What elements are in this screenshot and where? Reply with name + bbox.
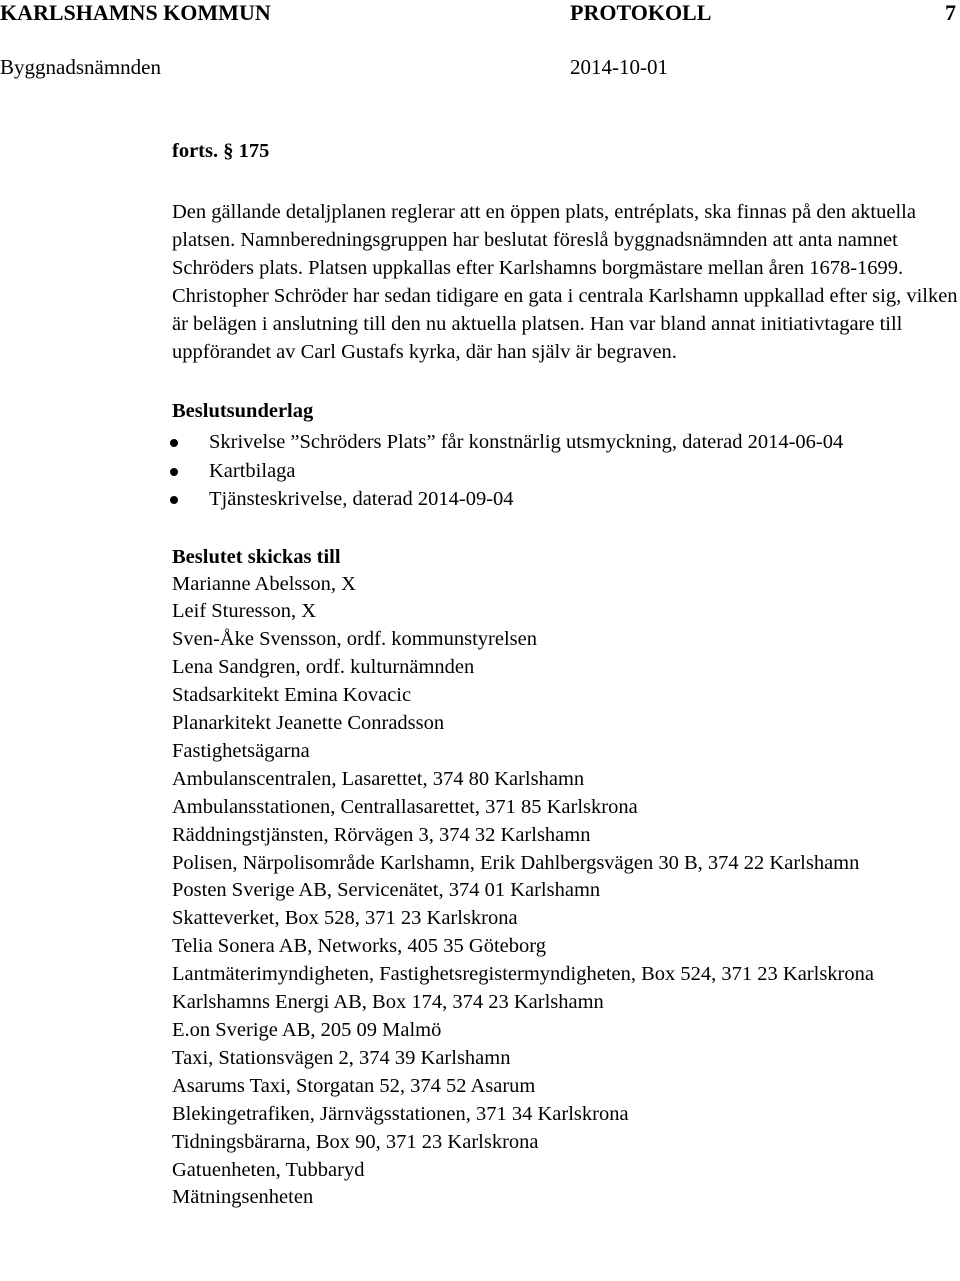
recipient-item: Mätningsenheten: [172, 1186, 314, 1209]
list-item: [172, 457, 958, 486]
recipient-item: Telia Sonera AB, Networks, 405 35 Göteborg: [172, 935, 546, 958]
page-number: 7: [945, 0, 956, 25]
document-type: PROTOKOLL: [570, 0, 712, 25]
beslutsunderlag-list: [172, 428, 958, 514]
recipient-item: Ambulanscentralen, Lasarettet, 374 80 Karlshamn: [172, 767, 585, 790]
recipient-item: Gatuenheten, Tubbaryd: [172, 1158, 365, 1181]
recipients-list: [172, 571, 958, 1213]
recipients-heading: Beslutet skickas till: [172, 545, 341, 568]
section-continued-label: forts. § 175: [172, 140, 270, 162]
recipient-item: Lena Sandgren, ordf. kulturnämnden: [172, 656, 475, 679]
document-body: [172, 137, 958, 1212]
recipient-item: Lantmäterimyndigheten, Fastighetsregistermyndigheten, Box 524, 371 23 Karlskrona: [172, 963, 874, 986]
recipient-item: Polisen, Närpolisområde Karlshamn, Erik Dahlbergsvägen 30 B, 374 22 Karlshamn: [172, 851, 860, 874]
organization-name: KARLSHAMNS KOMMUN: [0, 0, 271, 25]
recipient-item: Fastighetsägarna: [172, 739, 310, 762]
recipient-item: Marianne Abelsson, X: [172, 572, 356, 595]
recipient-item: Planarkitekt Jeanette Conradsson: [172, 712, 445, 735]
recipient-item: Tidningsbärarna, Box 90, 371 23 Karlskrona: [172, 1130, 539, 1153]
recipient-item: Asarums Taxi, Storgatan 52, 374 52 Asarum: [172, 1074, 536, 1097]
committee-name: Byggnadsnämnden: [0, 55, 161, 79]
recipient-item: Ambulansstationen, Centrallasarettet, 371 85 Karlskrona: [172, 795, 638, 818]
recipient-item: Stadsarkitekt Emina Kovacic: [172, 684, 412, 707]
recipient-item: Leif Sturesson, X: [172, 600, 317, 623]
recipient-item: Karlshamns Energi AB, Box 174, 374 23 Karlshamn: [172, 991, 604, 1014]
bullet-icon: [170, 468, 178, 476]
list-item-text: Tjänsteskrivelse, daterad 2014-09-04: [209, 488, 514, 510]
body-paragraph: Den gällande detaljplanen reglerar att en öppen plats, entréplats, ska finnas på den aktuella platsen. Namnberedningsgruppen har beslutat föreslå byggnadsnämnden att anta namnet Schröders plats. Platsen uppkallas efter Karlshamns borgmästare mellan åren 1678-1699. Christopher Schröder har sedan tidigare en gata i centrala Karlshamn uppkallad efter sig, vilken är belägen i anslutning till den nu aktuella platsen. Han var bland annat initiativtagare till uppförandet av Carl Gustafs kyrka, där han själv är begraven.: [172, 201, 958, 363]
beslutsunderlag-heading: Beslutsunderlag: [172, 400, 314, 422]
list-item: [172, 485, 958, 514]
bullet-icon: [170, 439, 178, 447]
bullet-icon: [170, 496, 178, 504]
list-item: [172, 428, 958, 457]
recipient-item: Taxi, Stationsvägen 2, 374 39 Karlshamn: [172, 1046, 511, 1069]
recipient-item: Blekingetrafiken, Järnvägsstationen, 371 34 Karlskrona: [172, 1102, 629, 1125]
meeting-date: 2014-10-01: [570, 55, 668, 79]
list-item-text: Kartbilaga: [209, 459, 296, 482]
recipient-item: Sven-Åke Svensson, ordf. kommunstyrelsen: [172, 628, 537, 651]
recipient-item: Posten Sverige AB, Servicenätet, 374 01 Karlshamn: [172, 879, 601, 902]
recipient-item: Skatteverket, Box 528, 371 23 Karlskrona: [172, 907, 518, 930]
recipient-item: E.on Sverige AB, 205 09 Malmö: [172, 1019, 442, 1041]
recipient-item: Räddningstjänsten, Rörvägen 3, 374 32 Karlshamn: [172, 823, 591, 846]
list-item-text: Skrivelse ”Schröders Plats” får konstnärlig utsmyckning, daterad 2014-06-04: [209, 431, 844, 453]
